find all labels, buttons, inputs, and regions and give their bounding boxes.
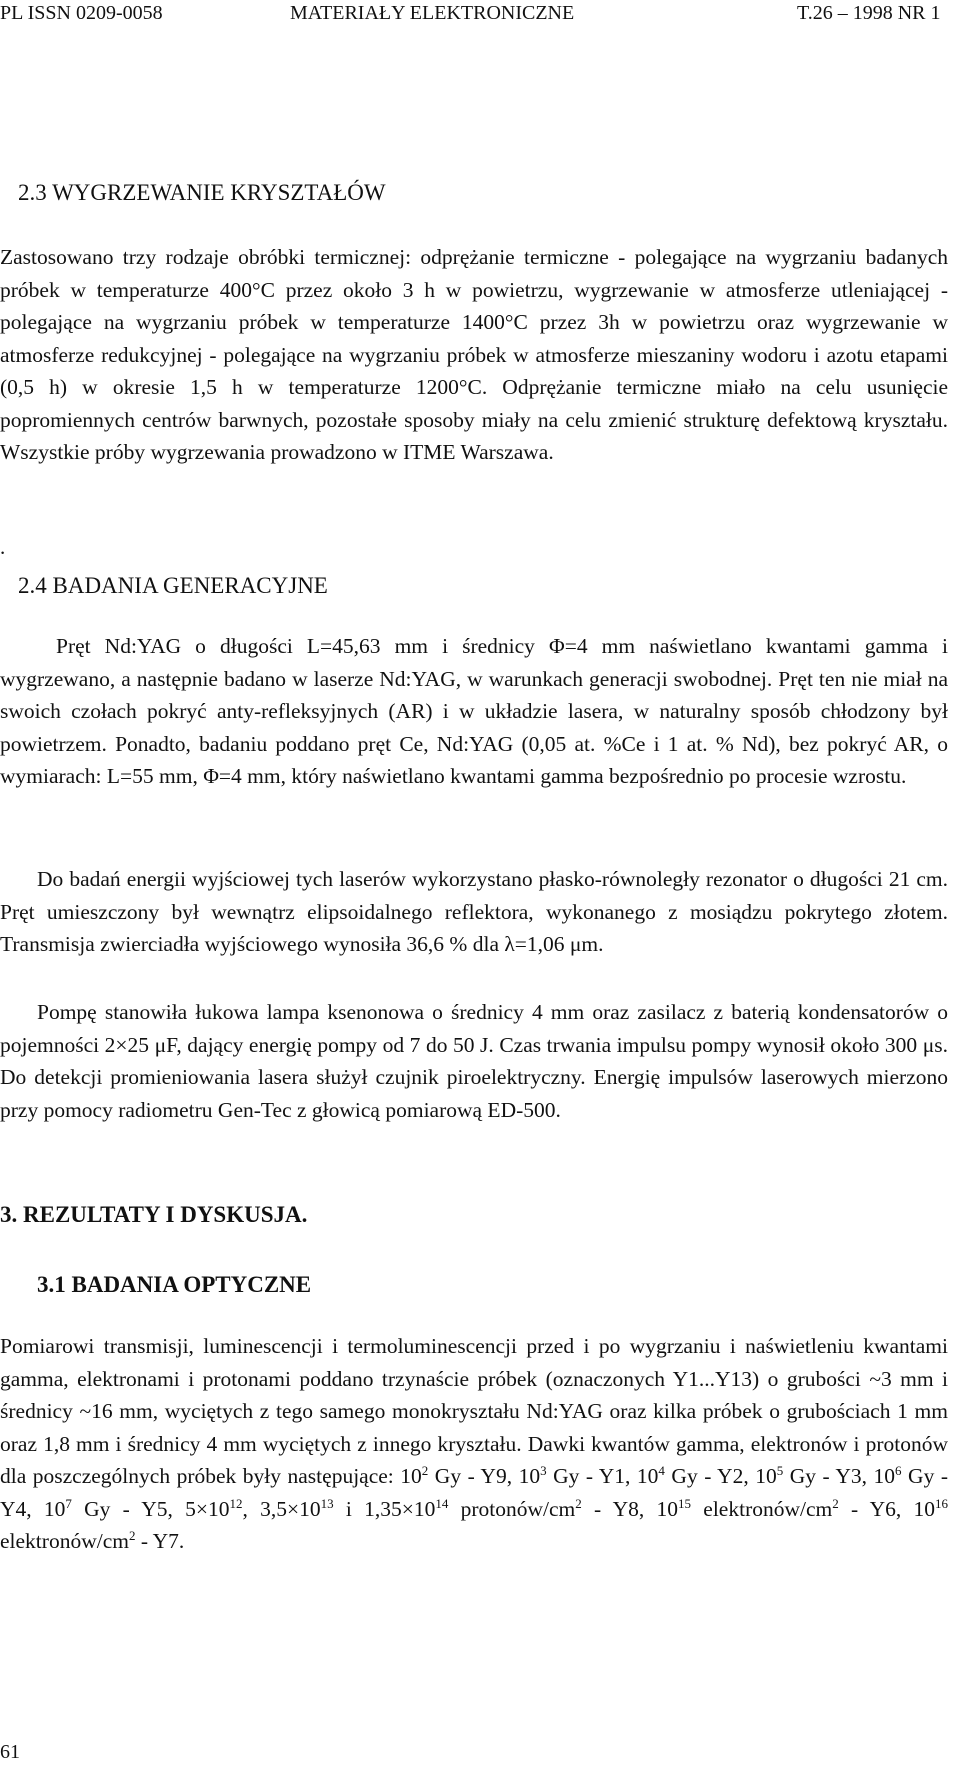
page-number: 61: [0, 1741, 20, 1763]
paragraph-text: [0, 1330, 948, 1558]
superscript: 5: [776, 1463, 784, 1478]
text-run: - Y8, 10: [581, 1496, 679, 1521]
superscript: 6: [895, 1463, 902, 1478]
text-run: - Y7.: [135, 1529, 185, 1553]
superscript: 13: [320, 1495, 334, 1511]
section-3-1-paragraph: [0, 1330, 948, 1558]
text-run: Gy - Y5, 5×10: [71, 1496, 230, 1521]
stray-dot: .: [0, 535, 6, 559]
header-journal: MATERIAŁY ELEKTRONICZNE: [290, 2, 575, 24]
header-volume: T.26 – 1998 NR 1: [797, 2, 941, 24]
text-run: , 3,5×10: [242, 1496, 321, 1521]
superscript: 2: [832, 1495, 839, 1511]
superscript: 14: [435, 1495, 449, 1511]
superscript: 15: [678, 1495, 692, 1511]
section-2-4-paragraph-1: [0, 630, 948, 793]
paragraph-text: Pompę stanowiła łukowa lampa ksenonowa o średnicy 4 mm oraz zasilacz z baterią kondensatorów o pojemności 2×25 μF, dający energię pompy od 7 do 50 J. Czas trwania impulsu pompy wynosił około 300 μs. Do detekcji promieniowania lasera służył czujnik piroelektryczny. Energię impulsów laserowych mierzono przy pomocy radiometru Gen-Tec z głowicą pomiarową ED-500.: [0, 1000, 948, 1122]
superscript: 2: [128, 1528, 136, 1543]
superscript: 16: [935, 1495, 948, 1511]
running-header: [0, 2, 960, 28]
paragraph-text: Pręt Nd:YAG o długości L=45,63 mm i średnicy Φ=4 mm naświetlano kwantami gamma i wygrzewano, a następnie badano w laserze Nd:YAG, w warunkach generacji swobodnej. Pręt ten nie miał na swoich czołach pokryć anty-refleksyjnych (AR) i w układzie lasera, w naturalny sposób chłodzony był powietrzem. Ponadto, badaniu poddano pręt Ce, Nd:YAG (0,05 at. %Ce i 1 at. % Nd), bez pokryć AR, o wymiarach: L=55 mm, Φ=4 mm, który naświetlano kwantami gamma bezpośrednio po procesie wzrostu.: [0, 634, 948, 788]
text-run: Gy - Y9, 10: [428, 1464, 541, 1488]
superscript: 2: [421, 1463, 429, 1478]
section-2-4-paragraph-2: [0, 863, 948, 961]
text-run: Gy - Y1, 10: [546, 1464, 659, 1488]
superscript: 2: [575, 1495, 582, 1511]
paragraph-text: Zastosowano trzy rodzaje obróbki termicznej: odprężanie termiczne - polegające na wygrzaniu badanych próbek w temperaturze 400°C przez około 3 h w powietrzu, wygrzewanie w atmosferze utleniającej - polegające na wygrzaniu próbek w temperaturze 1400°C przez 3h w powietrzu oraz wygrzewanie w atmosferze redukcyjnej - polegające na wygrzaniu próbek w atmosferze mieszaniny wodoru i azotu etapami (0,5 h) w okresie 1,5 h w temperaturze 1200°C. Odprężanie termiczne miało na celu usunięcie popromiennych centrów barwnych, pozostałe sposoby miały na celu zmienić strukturę defektową kryształu. Wszystkie próby wygrzewania prowadzono w ITME Warszawa.: [0, 245, 948, 464]
text-run: Gy - Y4, 10: [0, 1464, 948, 1521]
text-run: i 1,35×10: [333, 1496, 436, 1521]
section-3-title: 3. REZULTATY I DYSKUSJA.: [0, 1202, 308, 1227]
section-2-3-title: 2.3 WYGRZEWANIE KRYSZTAŁÓW: [18, 180, 386, 205]
superscript: 7: [65, 1495, 72, 1511]
superscript: 12: [229, 1495, 243, 1511]
section-2-4-paragraph-3: [0, 996, 948, 1126]
section-3-1-title: 3.1 BADANIA OPTYCZNE: [37, 1272, 312, 1297]
text-run: Gy - Y3, 10: [783, 1464, 896, 1488]
text-run: elektronów/cm: [0, 1529, 129, 1553]
section-2-4-title: 2.4 BADANIA GENERACYJNE: [18, 573, 328, 598]
text-run: Pomiarowi transmisji, luminescencji i termoluminescencji przed i po wygrzaniu i naświetleniu kwantami gamma, elektronami i protonami poddano trzynaście próbek (oznaczonych Y1...Y13) o grubości ~3 mm i średnicy ~16 mm, wyciętych z tego samego monokryształu Nd:YAG oraz kilka próbek o grubościach 1 mm oraz 1,8 mm i średnicy 4 mm wyciętych z innego kryształu. Dawki kwantów gamma, elektronów i protonów dla poszczególnych próbek były następujące: 10: [0, 1334, 948, 1488]
text-run: protonów/cm: [448, 1496, 576, 1521]
text-run: - Y6, 10: [838, 1496, 935, 1521]
section-2-3-paragraph: [0, 241, 948, 469]
text-run: elektronów/cm: [691, 1496, 833, 1521]
text-run: Gy - Y2, 10: [664, 1464, 777, 1488]
header-issn: PL ISSN 0209-0058: [0, 2, 163, 24]
paragraph-text: Do badań energii wyjściowej tych laserów wykorzystano płasko-równoległy rezonator o długości 21 cm. Pręt umieszczony był wewnątrz elipsoidalnego reflektora, wykonanego z mosiądzu pokrytego złotem. Transmisja zwierciadła wyjściowego wynosiła 36,6 % dla λ=1,06 μm.: [0, 867, 948, 956]
superscript: 3: [540, 1463, 547, 1478]
superscript: 4: [658, 1463, 665, 1478]
